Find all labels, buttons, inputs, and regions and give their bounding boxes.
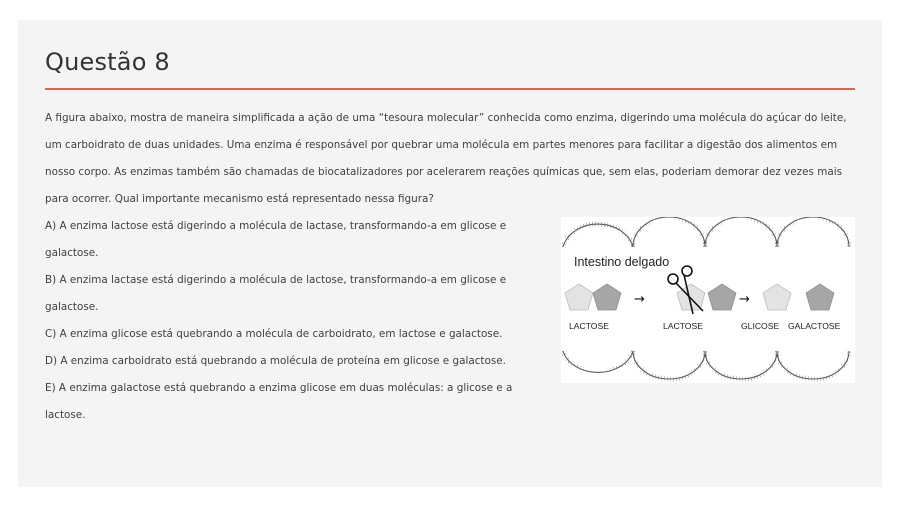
- page-title: Questão 8: [45, 48, 170, 76]
- option-c[interactable]: C) A enzima glicose está quebrando a molécula de carboidrato, em lactose e galactose.: [45, 328, 503, 340]
- label-lactose-start: LACTOSE: [569, 321, 609, 331]
- lactose-molecule: [565, 284, 621, 310]
- villi-top: [563, 217, 849, 247]
- arrow-icon: →: [634, 292, 645, 307]
- glucose-molecule: [763, 284, 791, 310]
- title-divider: [45, 88, 855, 90]
- slide: [18, 20, 882, 487]
- label-lactose-cut: LACTOSE: [663, 321, 703, 331]
- option-b[interactable]: B) A enzima lactase está digerindo a molécula de lactose, transformando-a em glicose e galactose.: [45, 274, 507, 313]
- figure-heading: Intestino delgado: [574, 255, 670, 269]
- lactose-cut-molecule: [677, 284, 736, 310]
- villi-bottom: [563, 351, 849, 379]
- option-a[interactable]: A) A enzima lactose está digerindo a molécula de lactase, transformando-a em glicose e galactose.: [45, 220, 507, 259]
- question-paragraph: A figura abaixo, mostra de maneira simplificada a ação de uma “tesoura molecular” conhecida como enzima, digerindo uma molécula do açúcar do leite, um carboidrato de duas unidades. Uma enzima é responsável por quebrar uma molécula em partes menores para facilitar a digestão dos alimentos em nosso corpo. As enzimas também são chamadas de biocatalizadores por acelerarem reações químicas que, sem elas, poderiam demorar dez vezes mais para ocorrer. Qual importante mecanismo está representado nessa figura?: [45, 112, 847, 205]
- label-galactose: GALACTOSE: [788, 321, 841, 331]
- arrow-icon: →: [739, 292, 750, 307]
- label-glicose: GLICOSE: [741, 321, 780, 331]
- digestion-figure: [561, 217, 855, 383]
- option-e[interactable]: E) A enzima galactose está quebrando a enzima glicose em duas moléculas: a glicose e a lactose.: [45, 382, 513, 421]
- option-d[interactable]: D) A enzima carboidrato está quebrando a molécula de proteína em glicose e galactose.: [45, 355, 506, 367]
- galactose-molecule: [806, 284, 834, 310]
